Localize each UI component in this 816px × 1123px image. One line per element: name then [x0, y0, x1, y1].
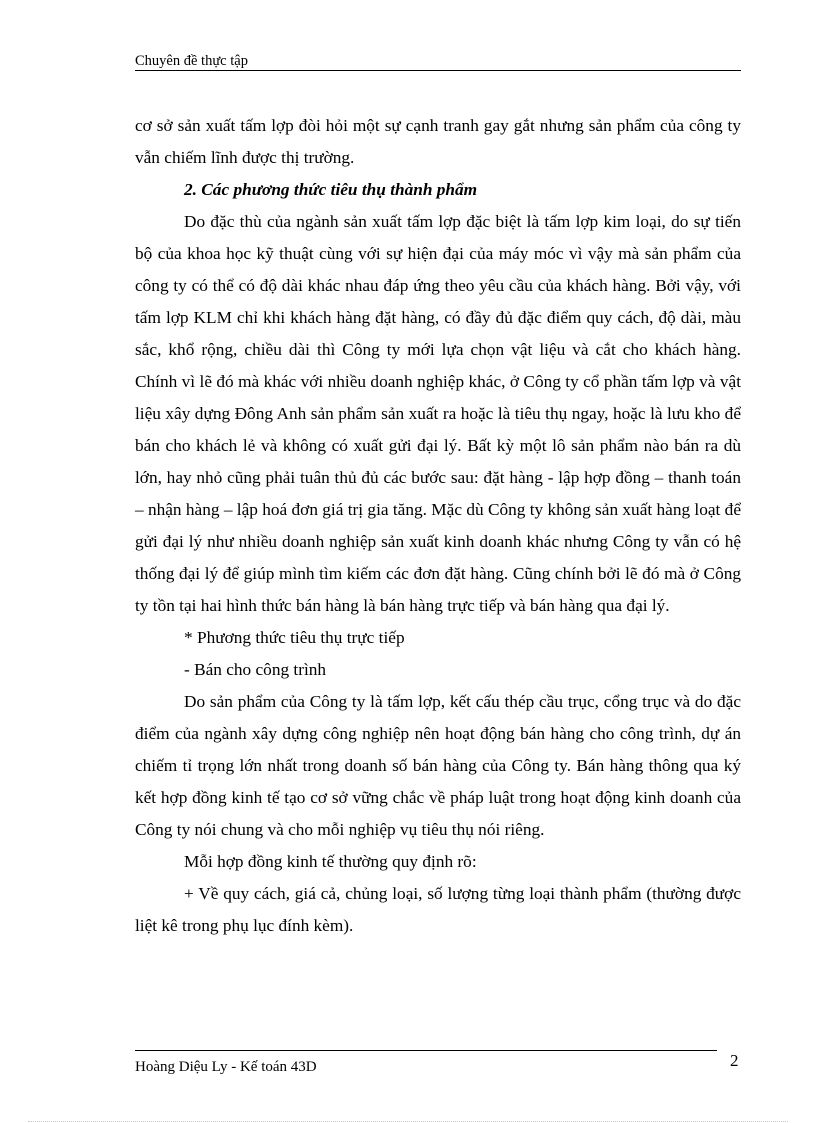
page-bottom-divider [28, 1121, 788, 1122]
footer-author: Hoàng Diệu Ly - Kế toán 43D [135, 1059, 317, 1075]
list-item: * Phương thức tiêu thụ trực tiếp [184, 628, 405, 647]
paragraph: Mỗi hợp đồng kinh tế thường quy định rõ: [184, 852, 477, 871]
section-heading: 2. Các phương thức tiêu thụ thành phẩm [184, 180, 478, 199]
footer-divider [135, 1050, 717, 1051]
paragraph: Do đặc thù của ngành sản xuất tấm lợp đặc biệt là tấm lợp kim loại, do sự tiến bộ của khoa học kỹ thuật cùng với sự hiện đại của máy móc vì vậy mà sản phẩm của công ty có thể có độ dài khác nhau đáp ứng theo yêu cầu của khách hàng. Bởi vậy, với tấm lợp KLM chỉ khi khách hàng đặt hàng, có đầy đủ đặc điểm quy cách, độ dài, màu sắc, khổ rộng, chiều dài thì Công ty mới lựa chọn vật liệu và cắt cho khách hàng. Chính vì lẽ đó mà khác với nhiều doanh nghiệp khác, ở Công ty cổ phần tấm lợp và vật liệu xây dựng Đông Anh sản phẩm sản xuất ra hoặc là tiêu thụ ngay, hoặc là lưu kho để bán cho khách lẻ và không có xuất gửi đại lý. Bất kỳ một lô sản phẩm nào bán ra dù lớn, hay nhỏ cũng phải tuân thủ đủ các bước sau: đặt hàng - lập hợp đồng – thanh toán – nhận hàng – lập hoá đơn giá trị gia tăng. Mặc dù Công ty không sản xuất hàng loạt để gửi đại lý như nhiều doanh nghiệp sản xuất kinh doanh khác nhưng Công ty vẫn có hệ thống đại lý để giúp mình tìm kiếm các đơn đặt hàng. Cũng chính bởi lẽ đó mà ở Công ty tồn tại hai hình thức bán hàng là bán hàng trực tiếp và bán hàng qua đại lý. [135, 212, 741, 615]
header-title: Chuyên đề thực tập [135, 53, 248, 69]
paragraph: Do sản phẩm của Công ty là tấm lợp, kết cấu thép cầu trục, cổng trục và do đặc điểm của ngành xây dựng công nghiệp nên hoạt động bán hàng cho công trình, dự án chiếm tỉ trọng lớn nhất trong doanh số bán hàng của Công ty. Bán hàng thông qua ký kết hợp đồng kinh tế tạo cơ sở vững chắc về pháp luật trong hoạt động kinh doanh của Công ty nói chung và cho mỗi nghiệp vụ tiêu thụ nói riêng. [135, 692, 741, 839]
paragraph: cơ sở sản xuất tấm lợp đòi hỏi một sự cạnh tranh gay gắt nhưng sản phẩm của công ty vẫn chiếm lĩnh được thị trường. [135, 116, 741, 167]
page-header [135, 52, 741, 71]
list-item: - Bán cho công trình [184, 660, 327, 679]
paragraph: + Về quy cách, giá cả, chủng loại, số lượng từng loại thành phẩm (thường được liệt kê trong phụ lục đính kèm). [135, 884, 741, 935]
document-body [135, 110, 741, 942]
page-number: 2 [730, 1051, 739, 1070]
